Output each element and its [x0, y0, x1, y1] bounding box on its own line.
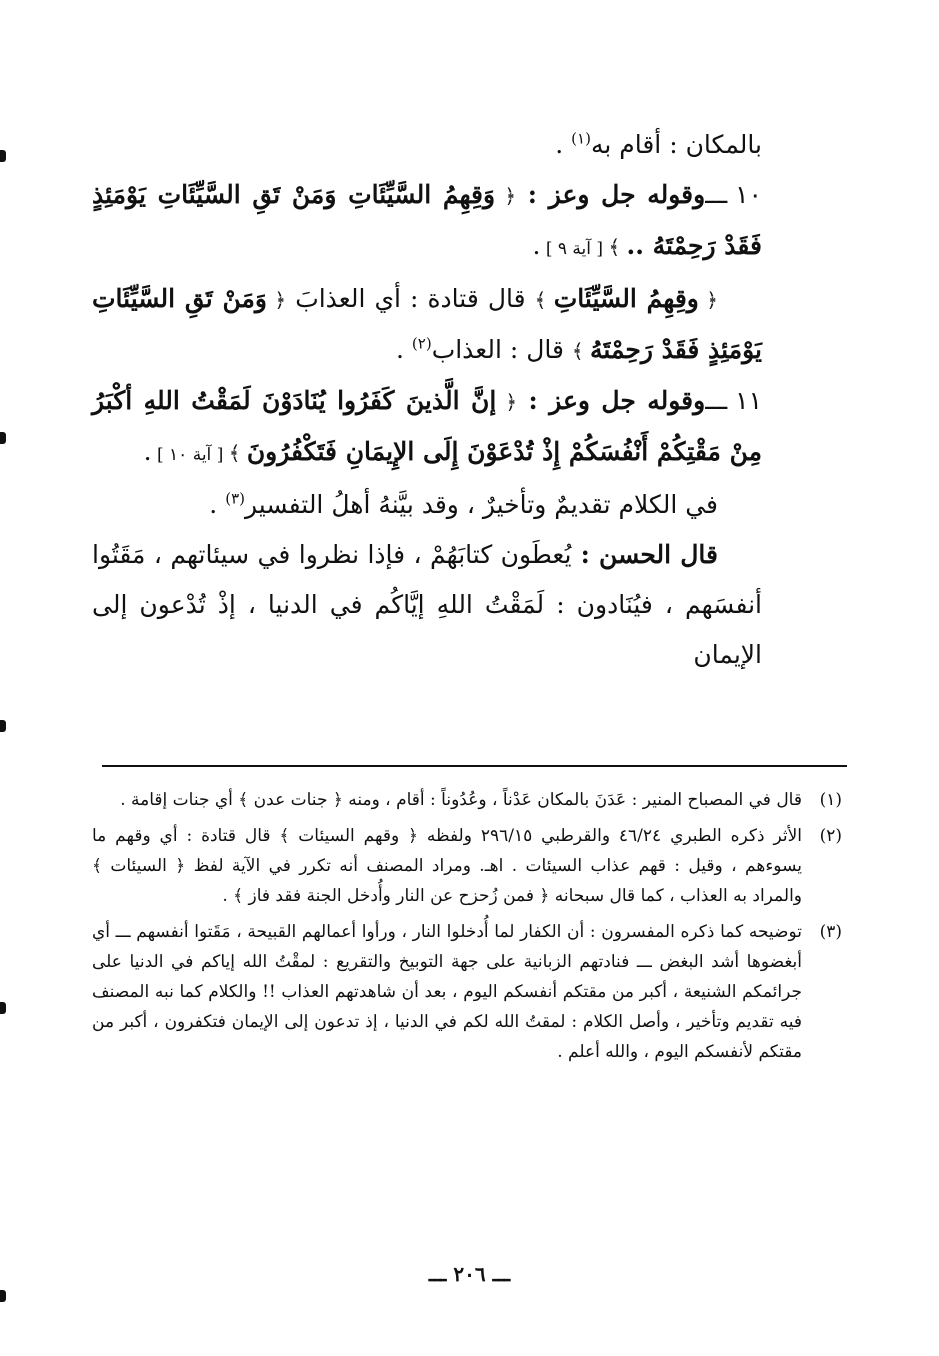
- quran-bracket-open: ﴿: [266, 288, 287, 312]
- scan-edge-mark: [0, 432, 6, 444]
- item-11-verse: إنَّ الَّذينَ كَفَرُوا يُنَادَوْنَ لَمَقْتُ اللهِ أكْبَرُ مِنْ مَقْتِكُمْ أَنْفُسَكُمْ إِذْ تُدْعَوْنَ إِلَى الإِيمَانِ فَتَكْفُرُونَ: [92, 386, 762, 466]
- footnote-text: قال في المصباح المنير : عَدَنَ بالمكان عَدْناً ، وعُدُوناً : أقام ، ومنه ﴿ جنات عدن ﴾ أي جنات إقامة .: [120, 790, 802, 810]
- item-10-number: ١٠ ـــ: [705, 180, 762, 209]
- item-11-commentary-a: [92, 480, 762, 530]
- quran-bracket-close: ﴾: [228, 441, 247, 465]
- commentary-10-text-1: قال قتادة : أي العذابَ: [286, 284, 535, 313]
- commentary-11a-text: في الكلام تقديمٌ وتأخيرٌ ، وقد بيَّنهُ أهلُ التفسير: [244, 490, 718, 519]
- item-11-number: ١١ ـــ: [705, 386, 762, 415]
- item-10-lead: وقوله جل وعز :: [516, 180, 706, 209]
- item-10-end: .: [532, 231, 541, 260]
- footnote-separator: [102, 765, 847, 767]
- item-11: [92, 376, 762, 480]
- scan-edge-mark: [0, 1290, 6, 1302]
- item-10-commentary: [92, 274, 762, 376]
- item-11-ayah-ref: [ آية ١٠ ]: [151, 445, 229, 465]
- footnote-text: توضيحه كما ذكره المفسرون : أن الكفار لما أُدخلوا النار ، ورأوا أعمالهم القبيحة ، مَقَتوا أنفسهم ـــ أي أبغضوها أشد البغض ـــ فنادتهم الزبانية على جهة التوبيخ والتقريع : لمقْتُ الله إياكم في الدنيا على جرائمكم الشنيعة ، أكبر من مقتكم أنفسكم اليوم ، بعد أن شاهدتهم العذاب !! والكلام كما نبه المصنف فيه تقديم وتأخير ، وأصل الكلام : لمقتُ الله لكم في الدنيا ، إذ تدعون إلى الإيمان فتكفرون ، أكبر من مقتكم لأنفسكم اليوم ، والله أعلم .: [92, 922, 802, 1062]
- continuation-text: بالمكان : أقام به: [590, 130, 762, 159]
- footnote-number: (١): [819, 790, 842, 810]
- scan-edge-mark: [0, 150, 6, 162]
- commentary-10-verse-1: وقِهِمُ السَّيِّئَاتِ: [553, 284, 699, 313]
- continuation-paragraph: [92, 120, 762, 170]
- main-text: [92, 120, 762, 680]
- quran-bracket-close: ﴾: [534, 288, 554, 312]
- footnote-text: الأثر ذكره الطبري ٤٦/٢٤ والقرطبي ٢٩٦/١٥ ولفظه ﴿ وقهم السيئات ﴾ قال قتادة : أي وقهم ما يسوءهم ، وقيل : قهم عذاب السيئات . اهـ. ومراد المصنف أنه تكرر في الآية لفظ ﴿ السيئات ﴾ والمراد به العذاب ، كما قال سبحانه ﴿ فمن زُحزح عن النار وأُدخل الجنة فقد فاز ﴾ .: [92, 826, 802, 906]
- commentary-10-text-2: قال : العذاب: [431, 335, 572, 364]
- item-10-verse: وَقِهِمُ السَّيِّئَاتِ وَمَنْ تَقِ السَّيِّئَاتِ يَوْمَئِذٍ فَقَدْ رَحِمْتَهُ ..: [92, 180, 762, 260]
- commentary-11a-end: .: [209, 490, 226, 519]
- page-number: ـــ ٢٠٦ ـــ: [428, 1262, 511, 1286]
- scan-edge-mark: [0, 720, 6, 732]
- footnote-1: [92, 785, 842, 815]
- item-10: [92, 170, 762, 274]
- commentary-11b-text: يُعطَون كتابَهُمْ ، فإذا نظروا في سيئاتهم ، مَقَتُوا أنفسَهم ، فيُنَادون : لَمَقْتُ اللهِ إيَّاكُم في الدنيا ، إذْ تُدْعون إلى الإيمان: [92, 540, 762, 669]
- continuation-end: .: [555, 130, 572, 159]
- scan-edge-mark: [0, 1002, 6, 1014]
- quran-bracket-open: ﴿: [698, 288, 719, 312]
- quran-bracket-open: ﴿: [496, 390, 518, 414]
- footnotes: [92, 785, 842, 1073]
- item-11-commentary-b: [92, 530, 762, 680]
- footnote-number: (٢): [819, 826, 842, 846]
- footnote-ref-3: (٣): [225, 489, 245, 508]
- quran-bracket-close: ﴾: [571, 339, 590, 363]
- commentary-10-verse-2: وَمَنْ تَقِ السَّيِّئَاتِ يَوْمَئِذٍ فَقَدْ رَحِمْتَهُ: [92, 284, 762, 364]
- footnote-ref-1: (١): [571, 129, 591, 148]
- item-10-ayah-ref: [ آية ٩ ]: [540, 239, 609, 259]
- commentary-10-end: .: [396, 335, 412, 364]
- footnote-ref-2: (٢): [411, 334, 432, 353]
- commentary-11b-lead: قال الحسن :: [571, 540, 718, 569]
- quran-bracket-close: ﴾: [608, 235, 627, 259]
- item-11-lead: وقوله جل وعز :: [517, 386, 706, 415]
- quran-bracket-open: ﴿: [495, 184, 517, 208]
- footnote-2: [92, 821, 842, 911]
- footnote-number: (٣): [819, 922, 842, 942]
- item-11-end: .: [143, 437, 152, 466]
- footnote-3: [92, 917, 842, 1067]
